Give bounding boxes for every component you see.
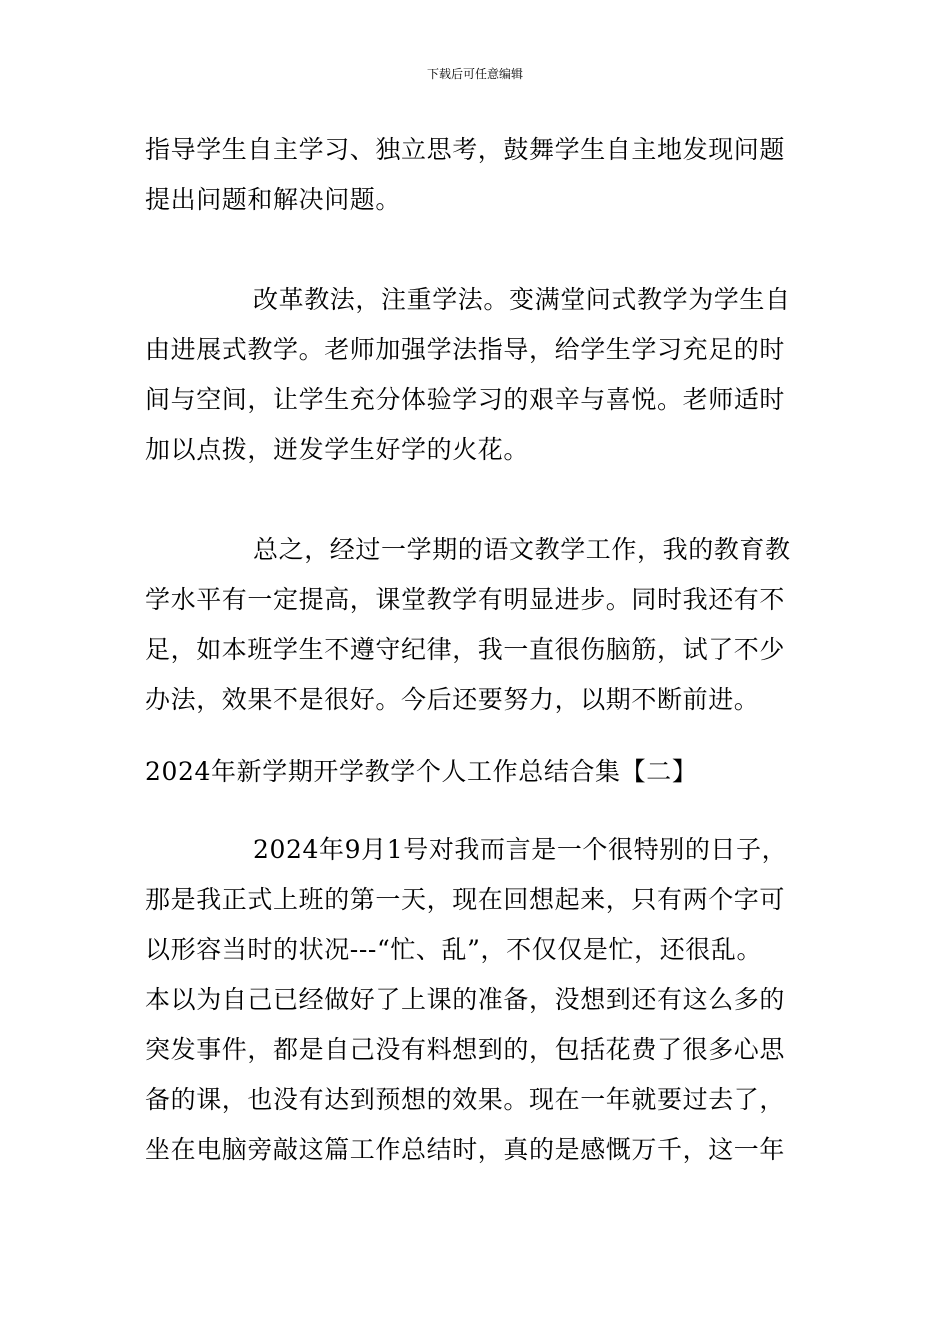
paragraph-4 <box>145 825 810 1175</box>
text-line: 2024年9月1号对我而言是一个很特别的日子， <box>253 835 788 864</box>
document-body <box>145 125 810 1175</box>
paragraph-3 <box>145 525 810 725</box>
text-line: 由进展式教学。老师加强学法指导，给学生学习充足的时 <box>145 335 786 364</box>
text-line: 加以点拨，迸发学生好学的火花。 <box>145 435 530 464</box>
text-line: 足，如本班学生不遵守纪律，我一直很伤脑筋，试了不少 <box>145 635 786 664</box>
text-line: 备的课，也没有达到预想的效果。现在一年就要过去了， <box>145 1085 786 1114</box>
text-line: 突发事件，都是自己没有料想到的，包括花费了很多心思 <box>145 1035 786 1064</box>
text-line: 提出问题和解决问题。 <box>145 185 402 214</box>
text-line: 以形容当时的状况---“忙、乱”，不仅仅是忙，还很乱。 <box>145 935 763 964</box>
text-line: 学水平有一定提高，课堂教学有明显进步。同时我还有不 <box>145 585 786 614</box>
text-line: 指导学生自主学习、独立思考，鼓舞学生自主地发现问题 <box>145 135 786 164</box>
text-line: 办法，效果不是很好。今后还要努力，以期不断前进。 <box>145 685 760 714</box>
text-line: 间与空间，让学生充分体验学习的艰辛与喜悦。老师适时 <box>145 385 786 414</box>
text-line: 改革教法，注重学法。变满堂问式教学为学生自 <box>253 285 791 314</box>
page-header: 下载后可任意编辑 <box>426 67 523 81</box>
text-line: 坐在电脑旁敲这篇工作总结时，真的是感慨万千，这一年 <box>145 1135 786 1164</box>
text-line: 总之，经过一学期的语文教学工作，我的教育教 <box>253 535 791 564</box>
paragraph-1 <box>145 125 810 225</box>
section-heading: 2024年新学期开学教学个人工作总结合集【二】 <box>145 757 698 786</box>
paragraph-2 <box>145 275 810 475</box>
text-line: 本以为自己已经做好了上课的准备，没想到还有这么多的 <box>145 985 786 1014</box>
text-line: 那是我正式上班的第一天，现在回想起来，只有两个字可 <box>145 885 786 914</box>
